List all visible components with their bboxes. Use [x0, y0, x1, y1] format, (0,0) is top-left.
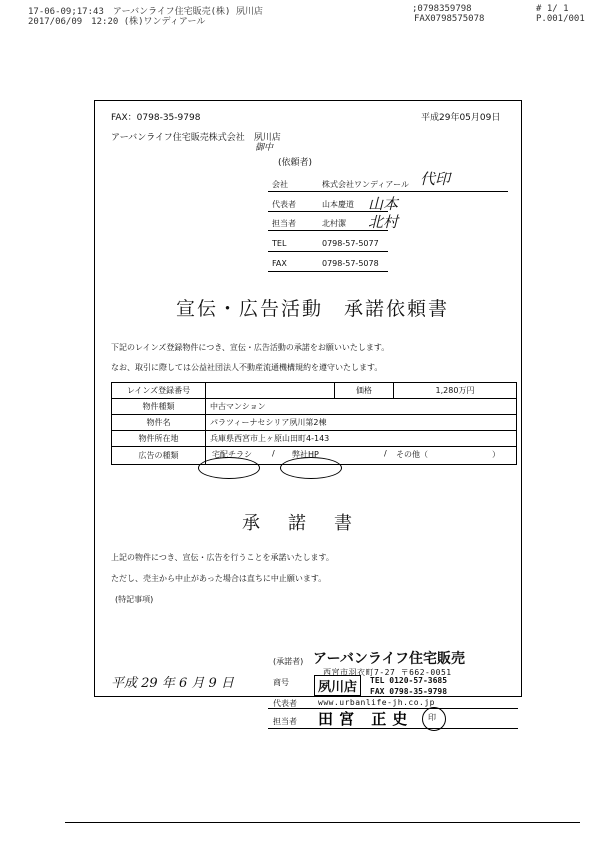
table-row [112, 383, 517, 399]
fax-header-line1-right: # 1/ 1 [536, 4, 569, 14]
rep-stamp: 山本 [368, 195, 399, 213]
document-title: 宣伝・広告活動 承諾依頼書 [176, 298, 450, 320]
requester-tel: 0798-57-5077 [322, 239, 379, 248]
special-notes-label: (特記事項) [115, 595, 154, 604]
underline [268, 728, 518, 729]
row-label: 物件所在地 [112, 431, 206, 447]
circle-mark [198, 457, 260, 479]
requester-label-fax: FAX [272, 259, 287, 268]
company-fax: FAX 0798-35-9798 [370, 687, 448, 696]
fax-header-line2-mid: FAX0798575078 [414, 14, 485, 24]
underline [268, 251, 388, 252]
property-table [111, 382, 517, 465]
body-text-2: なお、取引に際しては公益社団法人不動産流通機構規約を遵守いたします。 [111, 363, 383, 372]
table-row [112, 415, 517, 431]
branch-label: 商号 [273, 678, 289, 687]
consent-title: 承諾書 [242, 513, 380, 534]
price-value: 1,280万円 [394, 383, 517, 399]
ad-type-label: 広告の種類 [112, 447, 206, 465]
requester-company: 株式会社ワンディアール [322, 180, 409, 189]
addressee: アーバンライフ住宅販売株式会社 夙川店 [111, 133, 281, 143]
company-name: アーバンライフ住宅販売 [313, 651, 466, 667]
circle-mark [280, 457, 342, 479]
row-value: 中古マンション [206, 399, 517, 415]
ad-separator: / [384, 449, 387, 458]
table-row [112, 431, 517, 447]
body-text-1: 下記のレインズ登録物件につき、宣伝・広告活動の承諾をお願いいたします。 [111, 343, 390, 352]
price-label: 価格 [335, 383, 394, 399]
requester-staff: 北村潔 [322, 219, 346, 228]
company-address: 西宮市羽衣町7-27 〒662-0051 [323, 668, 452, 677]
requester-label-company: 会社 [272, 180, 288, 189]
row-value: 兵庫県西宮市上ヶ原山田町4-143 [206, 431, 517, 447]
requester-rep: 山本慶道 [322, 200, 354, 209]
table-row [112, 399, 517, 415]
staff-name: 田宮 正史 [318, 710, 414, 728]
ad-option-website: 弊社HP [292, 450, 319, 459]
row-label: 物件名 [112, 415, 206, 431]
document-date: 平成29年05月09日 [421, 113, 501, 123]
underline [268, 271, 388, 272]
approver-label: (承諾者) [273, 657, 304, 666]
fax-number: FAX：0798-35-9798 [111, 113, 201, 123]
fax-header-line2-right: P.001/001 [536, 14, 585, 24]
reins-label: レインズ登録番号 [112, 383, 206, 399]
requester-label-tel: TEL [272, 239, 287, 248]
requester-label-staff: 担当者 [272, 219, 296, 228]
branch-name: 夙川店 [314, 675, 361, 696]
requester-fax: 0798-57-5078 [322, 259, 379, 268]
fax-header-line1-mid: ;0798359798 [412, 4, 472, 14]
reins-value [206, 383, 335, 399]
company-stamp: 代印 [420, 170, 451, 188]
row-label: 物件種類 [112, 399, 206, 415]
consent-text-2: ただし、売主から中止があった場合は直ちに中止願います。 [111, 574, 327, 583]
ad-option-other: その他（ ） [396, 450, 500, 459]
ad-separator: / [272, 449, 275, 458]
rep-label: 代表者 [273, 699, 297, 708]
fax-header-line2-left: 2017/06/09 12:20 (株)ワンディアール [28, 17, 206, 27]
addressee-suffix: 御中 [255, 143, 274, 153]
company-url: www.urbanlife-jh.co.jp [318, 698, 435, 707]
requester-label: (依頼者) [278, 158, 313, 168]
underline [268, 191, 508, 192]
consent-date: 平成 29 年 6 月 9 日 [111, 676, 234, 691]
seal-stamp-text: 印 [428, 713, 436, 722]
requester-label-rep: 代表者 [272, 200, 296, 209]
consent-text-1: 上記の物件につき、宣伝・広告を行うことを承諾いたします。 [111, 553, 334, 562]
ad-option-flyer: 宅配チラシ [212, 450, 252, 459]
footer-rule [65, 822, 580, 823]
row-value: パラツィーナセシリア夙川第2棟 [206, 415, 517, 431]
staff-stamp: 北村 [368, 213, 399, 231]
company-tel: TEL 0120-57-3685 [370, 676, 448, 685]
staff-label: 担当者 [273, 717, 297, 726]
fax-header-line1-left: 17-06-09;17:43 アーバンライフ住宅販売(株) 夙川店 [28, 7, 263, 17]
